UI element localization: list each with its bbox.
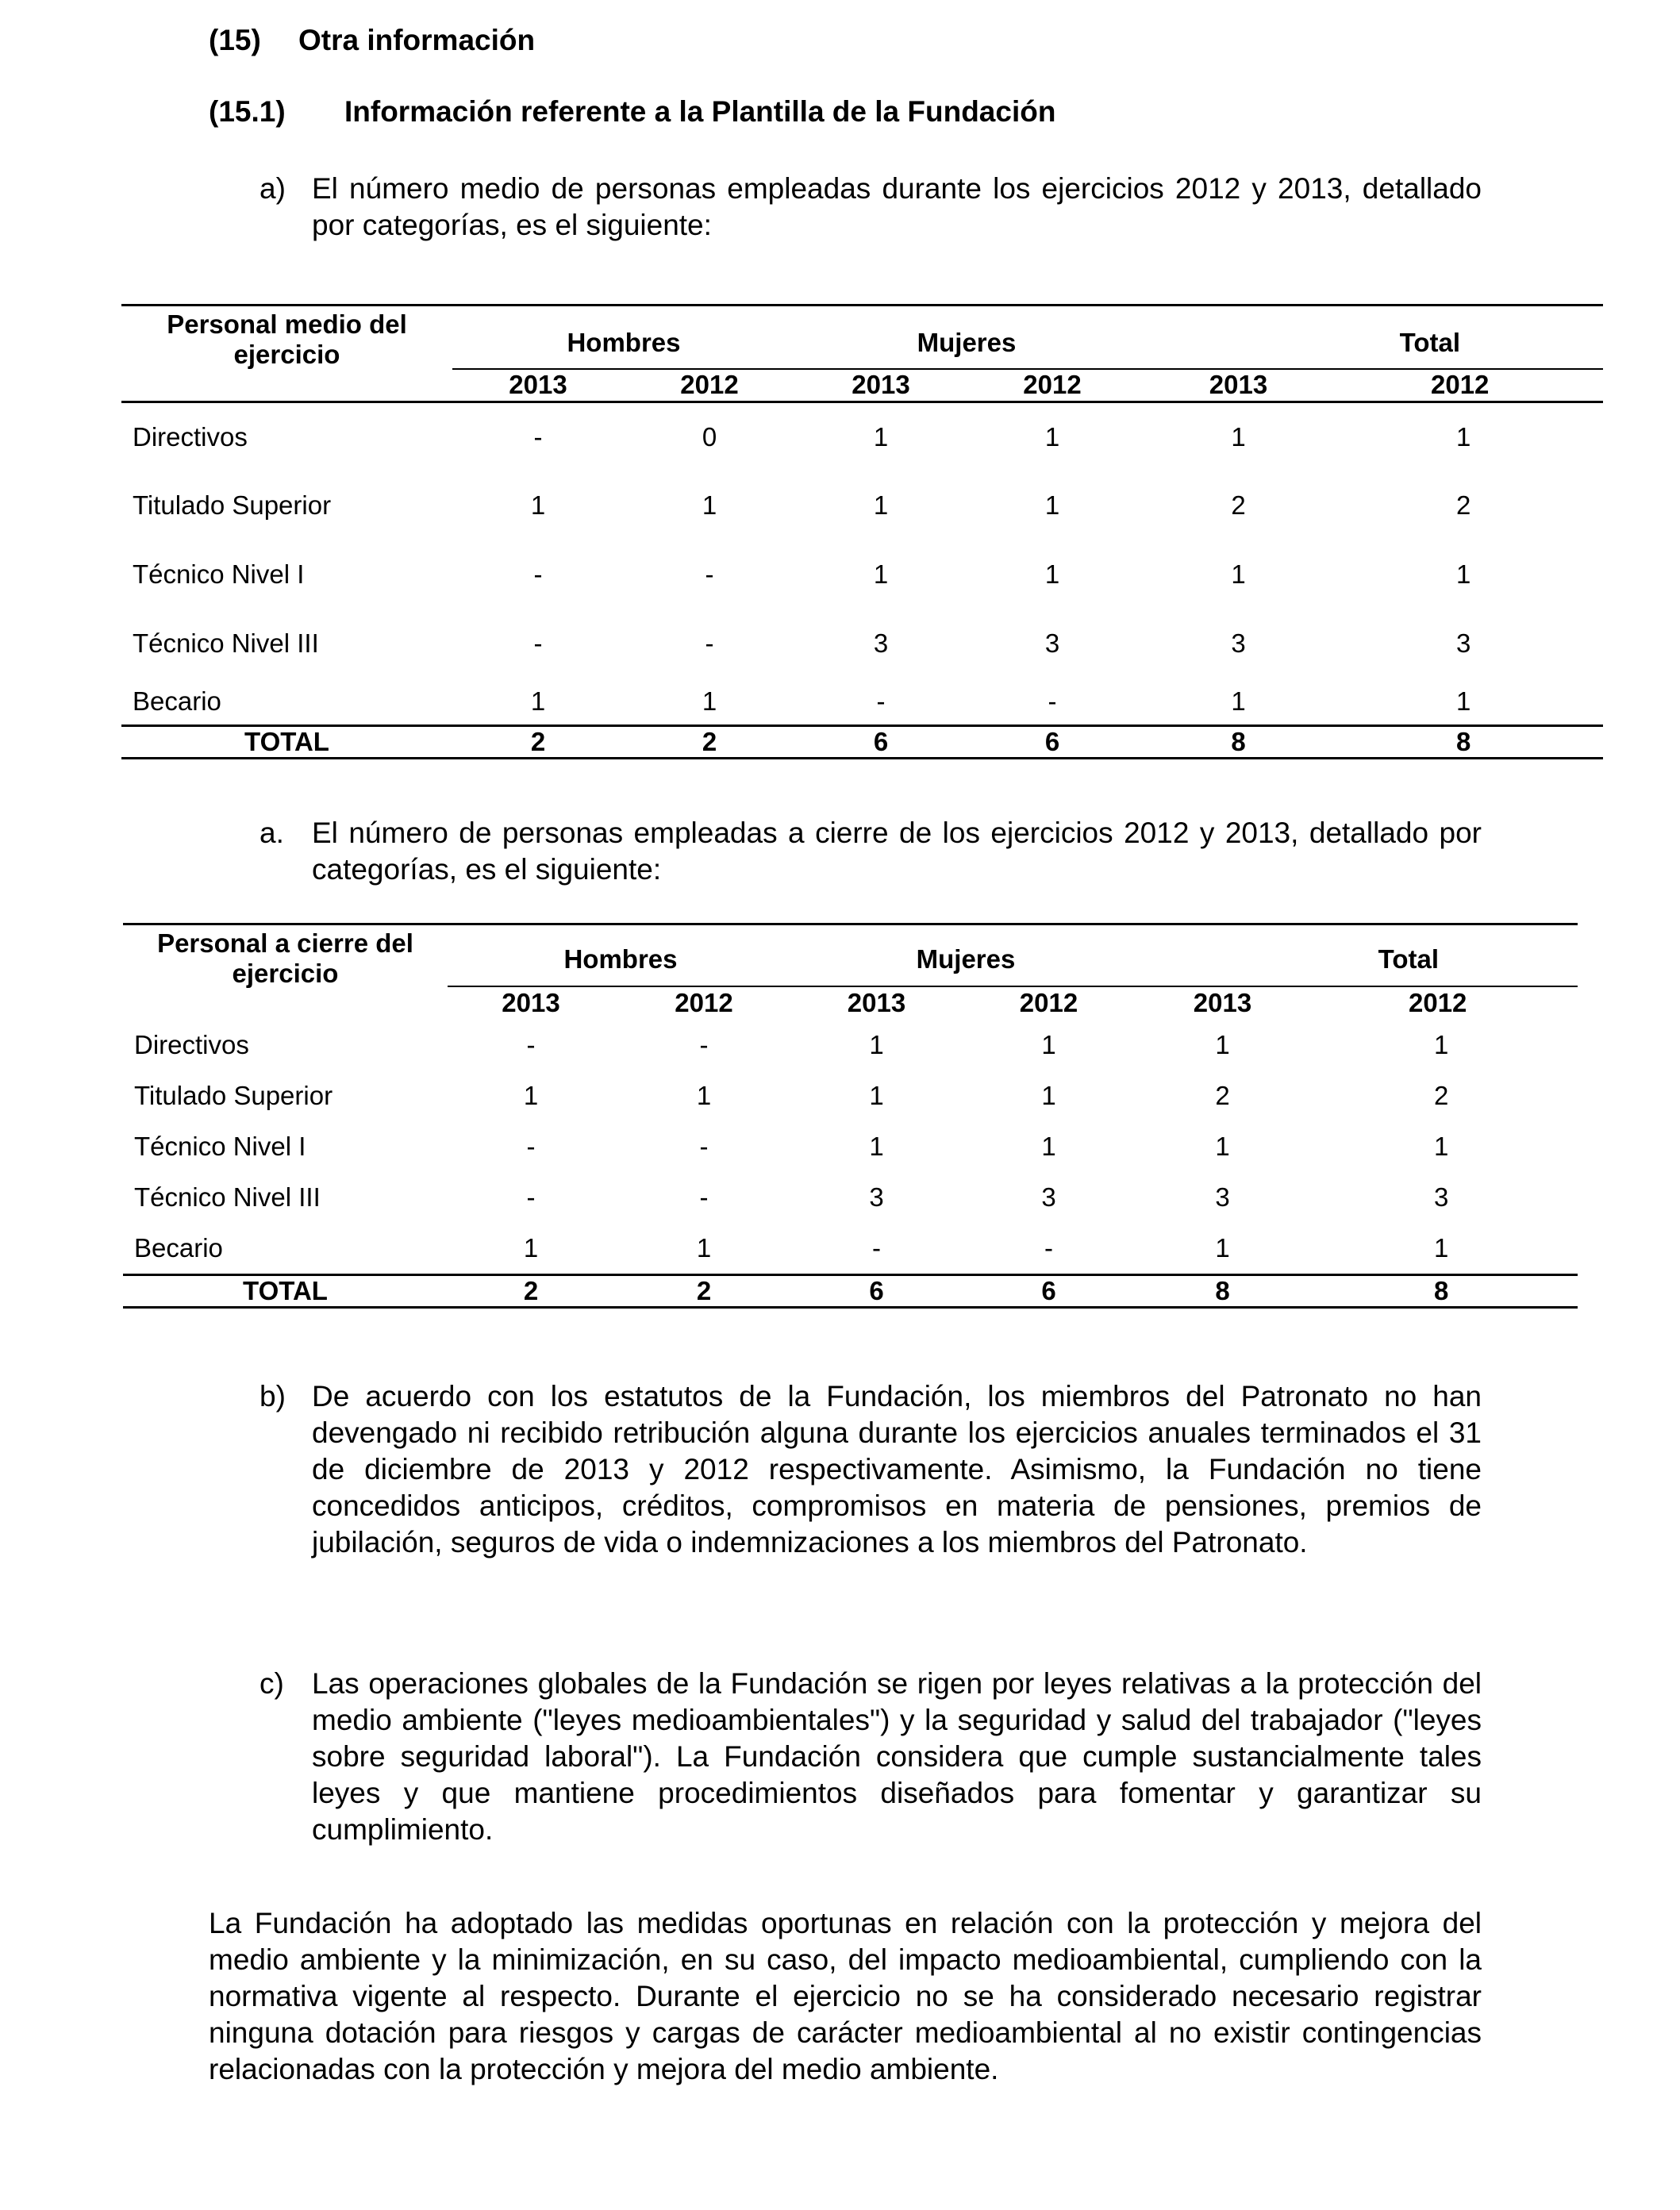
table-cell: 1 — [869, 1029, 884, 1059]
table2-year-header: 2012 — [959, 986, 1138, 1020]
table-cell: 1 — [530, 686, 546, 716]
table-cell: - — [526, 1131, 536, 1161]
section-number: (15) — [209, 24, 261, 56]
row-label: Becario — [134, 1232, 223, 1263]
item-c-text: Las operaciones globales de la Fundación se rigen por leyes relativas a la protección del medio ambiente ("leyes medioambientales") y la seguridad y salud del trabajador ("leyes sobre seguridad laboral"). La Fundación considera que cumple sustancialmente tales leyes y que mantiene procedimientos diseñados para fomentar y garantizar su cumplimiento. — [312, 1667, 1482, 1846]
total-cell: 6 — [795, 726, 967, 759]
table1-group-total: Total — [1138, 306, 1603, 369]
table-cell: 1 — [1456, 559, 1471, 589]
table2-group-total: Total — [1138, 924, 1578, 986]
table-cell: - — [699, 1131, 709, 1161]
table-row — [121, 540, 1603, 609]
total-row — [123, 1275, 1578, 1308]
table-cell: - — [872, 1232, 881, 1263]
table1-group-hombres: Hombres — [452, 306, 795, 369]
item-a1-letter: a) — [259, 172, 286, 205]
table1-year-header: 2012 — [1339, 369, 1603, 402]
table-cell: 2 — [1456, 490, 1471, 520]
table1-year-header: 2012 — [624, 369, 795, 402]
table-cell: 3 — [1041, 1182, 1056, 1212]
row-label: Técnico Nivel III — [134, 1182, 321, 1212]
total-cell: 8 — [1138, 1275, 1307, 1308]
table-cell: 1 — [702, 686, 717, 716]
table-cell: 1 — [696, 1232, 712, 1263]
total-cell: 6 — [967, 726, 1138, 759]
table-cell: - — [876, 686, 886, 716]
total-cell: 2 — [624, 726, 795, 759]
closing-paragraph: La Fundación ha adoptado las medidas oportunas en relación con la protección y mejora del medio ambiente y la minimización, en su caso, del impacto medioambiental, cumpliendo con la normativa vigente al respecto. Durante el ejercicio no se ha considerado necesario registrar ninguna dotación para riesgos y cargas de carácter medioambiental al no existir contingencias relacionadas con la protección y mejora del medio ambiente. — [209, 1907, 1482, 2085]
table-cell: - — [705, 628, 714, 658]
subsection-title: Información referente a la Plantilla de la Fundación — [344, 95, 1056, 128]
table-cell: 3 — [1456, 628, 1471, 658]
table-cell: 3 — [873, 628, 889, 658]
item-a2-letter: a. — [259, 817, 284, 849]
table-cell: 1 — [523, 1080, 539, 1110]
row-label: Directivos — [133, 421, 248, 452]
table-row — [123, 1121, 1578, 1172]
table-row — [121, 678, 1603, 726]
table-cell: 1 — [702, 490, 717, 520]
table-cell: 1 — [696, 1080, 712, 1110]
row-label: Becario — [133, 686, 221, 716]
table-cell: 1 — [1044, 421, 1060, 452]
table2-group-hombres: Hombres — [448, 924, 794, 986]
total-cell: 8 — [1339, 726, 1603, 759]
table-cell: - — [1044, 1232, 1053, 1263]
year-end-staff-table — [123, 923, 1578, 1309]
row-label: Técnico Nivel III — [133, 628, 319, 658]
table-row — [123, 1070, 1578, 1121]
table2-year-header: 2013 — [794, 986, 959, 1020]
total-label: TOTAL — [121, 726, 452, 759]
item-a2-text: El número de personas empleadas a cierre de los ejercicios 2012 y 2013, detallado por categorías, es el siguiente: — [312, 817, 1482, 886]
row-label: Titulado Superior — [133, 490, 332, 520]
table-cell: 1 — [1231, 559, 1246, 589]
table-cell: 1 — [873, 559, 889, 589]
table-cell: 1 — [1041, 1131, 1056, 1161]
table-cell: 2 — [1231, 490, 1246, 520]
table-cell: 1 — [869, 1080, 884, 1110]
row-label: Titulado Superior — [134, 1080, 333, 1110]
total-cell: 6 — [794, 1275, 959, 1308]
table-cell: 0 — [702, 421, 717, 452]
table-cell: - — [533, 628, 543, 658]
table-cell: 1 — [873, 421, 889, 452]
table-row — [121, 402, 1603, 471]
average-staff-table — [121, 304, 1603, 759]
row-label: Técnico Nivel I — [134, 1131, 306, 1161]
table2-group-mujeres: Mujeres — [794, 924, 1138, 986]
table-cell: 3 — [1044, 628, 1060, 658]
table-cell: 3 — [1215, 1182, 1230, 1212]
table-cell: 1 — [1215, 1029, 1230, 1059]
total-cell: 2 — [614, 1275, 794, 1308]
table-row — [123, 1020, 1578, 1070]
table-row — [121, 609, 1603, 678]
table1-year-header: 2013 — [795, 369, 967, 402]
table-cell: 3 — [869, 1182, 884, 1212]
total-cell: 2 — [448, 1275, 614, 1308]
total-row — [121, 726, 1603, 759]
table1-group-mujeres: Mujeres — [795, 306, 1138, 369]
table-cell: - — [533, 421, 543, 452]
section-heading — [209, 24, 535, 57]
table-cell: 1 — [1456, 686, 1471, 716]
table-cell: - — [533, 559, 543, 589]
table2-corner-header: Personal a cierre del ejercicio — [123, 924, 448, 1020]
section-title: Otra información — [298, 24, 536, 56]
table-cell: 1 — [523, 1232, 539, 1263]
subsection-number: (15.1) — [209, 95, 286, 128]
table-cell: 1 — [1434, 1131, 1449, 1161]
item-b-text: De acuerdo con los estatutos de la Fundación, los miembros del Patronato no han devengado ni recibido retribución alguna durante los ejercicios anuales terminados el 31 de diciembre de 2013 y 2012 respectivamente. Asimismo, la Fundación no tiene concedidos anticipos, créditos, compromisos en materia de pensiones, premios de jubilación, seguros de vida o indemnizaciones a los miembros del Patronato. — [312, 1380, 1482, 1559]
table-cell: 1 — [1456, 421, 1471, 452]
table-cell: 2 — [1215, 1080, 1230, 1110]
table-cell: - — [705, 559, 714, 589]
table-cell: 1 — [1044, 490, 1060, 520]
table1-year-header: 2013 — [1138, 369, 1339, 402]
table-row — [121, 471, 1603, 540]
item-c-letter: c) — [259, 1667, 284, 1700]
total-cell: 6 — [959, 1275, 1138, 1308]
table1-year-header: 2012 — [967, 369, 1138, 402]
table-row — [123, 1172, 1578, 1223]
table-cell: 3 — [1231, 628, 1246, 658]
total-cell: 2 — [452, 726, 624, 759]
table-cell: 3 — [1434, 1182, 1449, 1212]
table2-year-header: 2012 — [614, 986, 794, 1020]
table-cell: 1 — [1215, 1131, 1230, 1161]
table-cell: - — [526, 1182, 536, 1212]
table-cell: 1 — [873, 490, 889, 520]
table-cell: 1 — [1434, 1029, 1449, 1059]
table-cell: 1 — [1231, 421, 1246, 452]
table1-corner-header: Personal medio del ejercicio — [121, 306, 452, 402]
row-label: Técnico Nivel I — [133, 559, 305, 589]
item-a1-text: El número medio de personas empleadas durante los ejercicios 2012 y 2013, detallado por categorías, es el siguiente: — [312, 172, 1482, 241]
table2-year-header: 2013 — [448, 986, 614, 1020]
table-cell: 1 — [1215, 1232, 1230, 1263]
table-cell: - — [526, 1029, 536, 1059]
table-row — [123, 1223, 1578, 1275]
total-cell: 8 — [1138, 726, 1339, 759]
table-cell: 2 — [1434, 1080, 1449, 1110]
table-cell: - — [1048, 686, 1057, 716]
subsection-heading — [209, 95, 1055, 129]
table-cell: 1 — [530, 490, 546, 520]
table-cell: 1 — [1041, 1080, 1056, 1110]
table-cell: - — [699, 1182, 709, 1212]
table-cell: - — [699, 1029, 709, 1059]
table2-year-header: 2012 — [1307, 986, 1578, 1020]
total-label: TOTAL — [123, 1275, 448, 1308]
table-cell: 1 — [1041, 1029, 1056, 1059]
table-cell: 1 — [1044, 559, 1060, 589]
row-label: Directivos — [134, 1029, 249, 1059]
table-cell: 1 — [869, 1131, 884, 1161]
table2-year-header: 2013 — [1138, 986, 1307, 1020]
table1-year-header: 2013 — [452, 369, 624, 402]
total-cell: 8 — [1307, 1275, 1578, 1308]
table-cell: 1 — [1231, 686, 1246, 716]
table-cell: 1 — [1434, 1232, 1449, 1263]
item-b-letter: b) — [259, 1380, 286, 1412]
